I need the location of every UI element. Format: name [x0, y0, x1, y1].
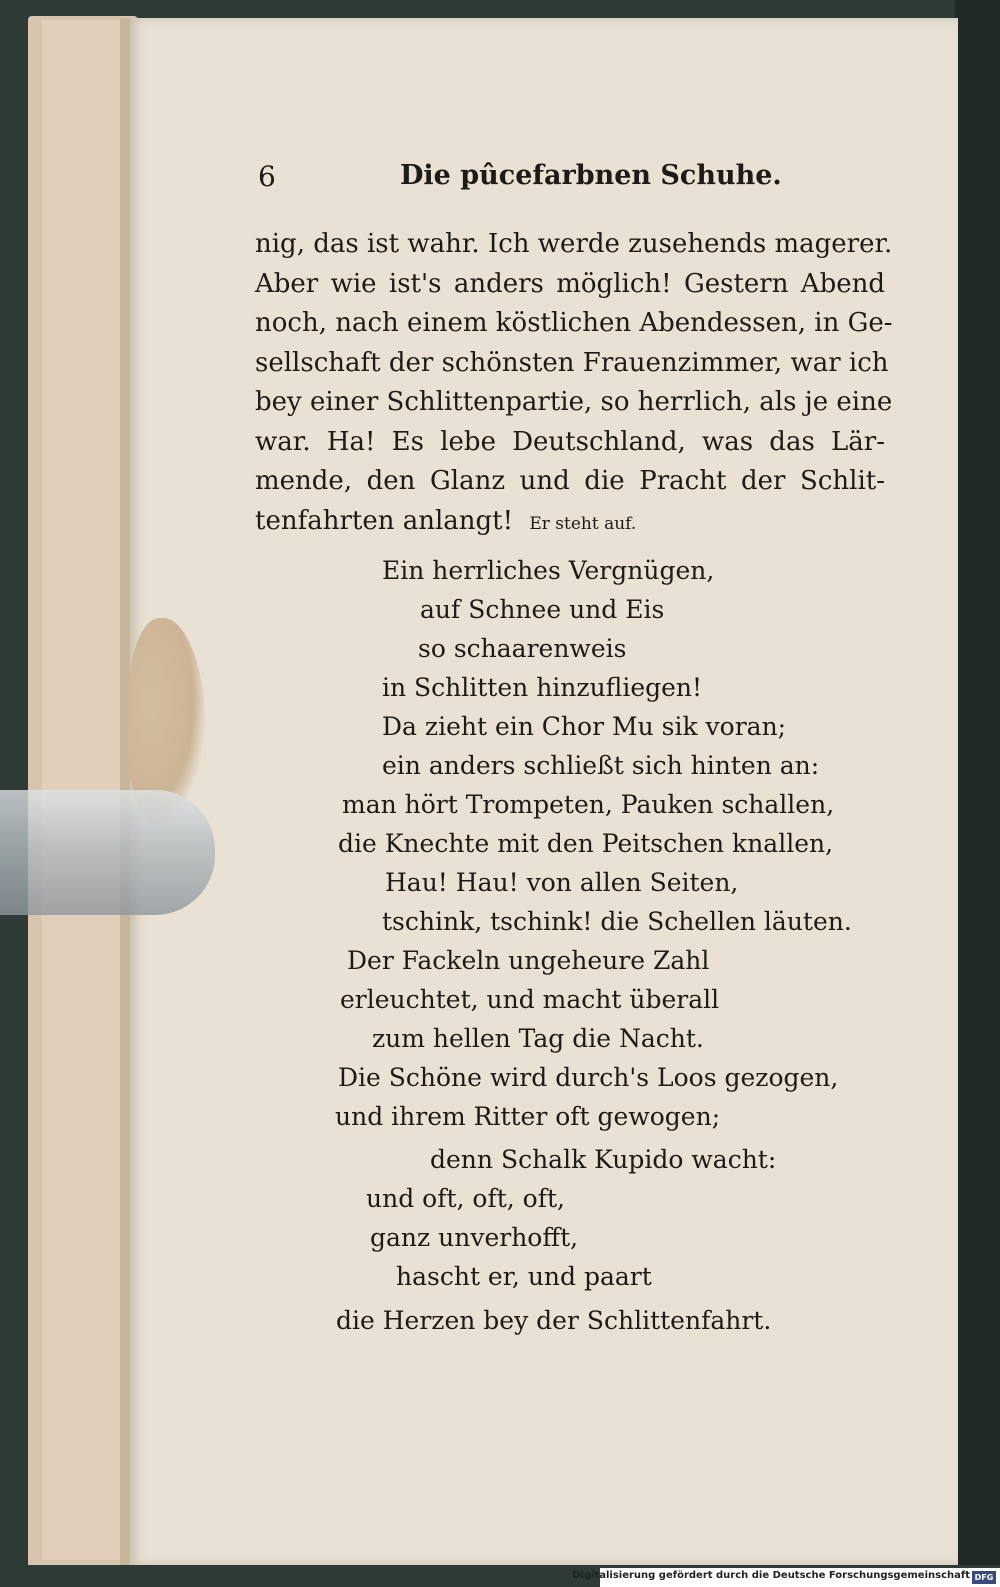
prose-line: noch, nach einem köstlichen Abendessen, in Ge-	[255, 308, 893, 338]
verse-line: die Knechte mit den Peitschen knallen,	[338, 829, 834, 858]
verse-line: Ein herrliches Vergnügen,	[382, 556, 715, 585]
prose-last-text: tenfahrten anlangt!	[255, 505, 514, 536]
running-title: Die pûcefarbnen Schuhe.	[400, 160, 782, 191]
verse-line: und oft, oft, oft,	[366, 1184, 565, 1213]
verse-line: auf Schnee und Eis	[420, 595, 665, 624]
verse-line: tschink, tschink! die Schellen läuten.	[382, 907, 852, 936]
running-head	[258, 160, 782, 200]
verse-line: erleuchtet, und macht überall	[340, 985, 720, 1014]
verse-line: Da zieht ein Chor Mu sik voran;	[382, 712, 787, 741]
prose-line: sellschaft der schönsten Frauenzimmer, war ich	[255, 347, 889, 378]
verse-line: die Herzen bey der Schlittenfahrt.	[336, 1306, 772, 1335]
verse-line: und ihrem Ritter oft gewogen;	[335, 1102, 721, 1131]
prose-line: nig, das ist wahr. Ich werde zusehends magerer.	[255, 229, 893, 259]
prose-block	[255, 225, 893, 541]
footer-credit: Digitalisierung gefördert durch die Deutsche Forschungsgemeinschaft	[572, 1570, 970, 1581]
verse-line: Hau! Hau! von allen Seiten,	[385, 868, 739, 897]
verse-line: Der Fackeln ungeheure Zahl	[347, 946, 710, 975]
stage-direction: Er steht auf.	[529, 513, 637, 534]
scan-right-edge	[955, 0, 1000, 1565]
page-number: 6	[258, 160, 276, 193]
verse-line: hascht er, und paart	[396, 1262, 652, 1291]
page-clip	[0, 790, 215, 915]
verse-line: in Schlitten hinzufliegen!	[382, 673, 703, 702]
verse-line: denn Schalk Kupido wacht:	[430, 1145, 777, 1174]
prose-line: war. Ha! Es lebe Deutschland, was das Lär-	[255, 426, 885, 457]
bottom-strip	[0, 1565, 600, 1587]
verse-line: man hört Trompeten, Pauken schallen,	[342, 790, 835, 819]
verse-line: ganz unverhofft,	[370, 1223, 579, 1252]
verse-line: ein anders schließt sich hinten an:	[382, 751, 820, 780]
prose-line: Aber wie ist's anders möglich! Gestern Abend	[255, 268, 885, 299]
prose-line: bey einer Schlittenpartie, so herrlich, als je eine	[255, 387, 893, 417]
prose-line-last	[255, 502, 885, 542]
footer-bar	[572, 1568, 1000, 1587]
verse-line: Die Schöne wird durch's Loos gezogen,	[338, 1063, 839, 1092]
verse-line: so schaarenweis	[418, 634, 627, 663]
dfg-logo: DFG	[972, 1571, 996, 1584]
prose-line: mende, den Glanz und die Pracht der Schlit-	[255, 466, 885, 496]
verse-line: zum hellen Tag die Nacht.	[372, 1024, 704, 1053]
